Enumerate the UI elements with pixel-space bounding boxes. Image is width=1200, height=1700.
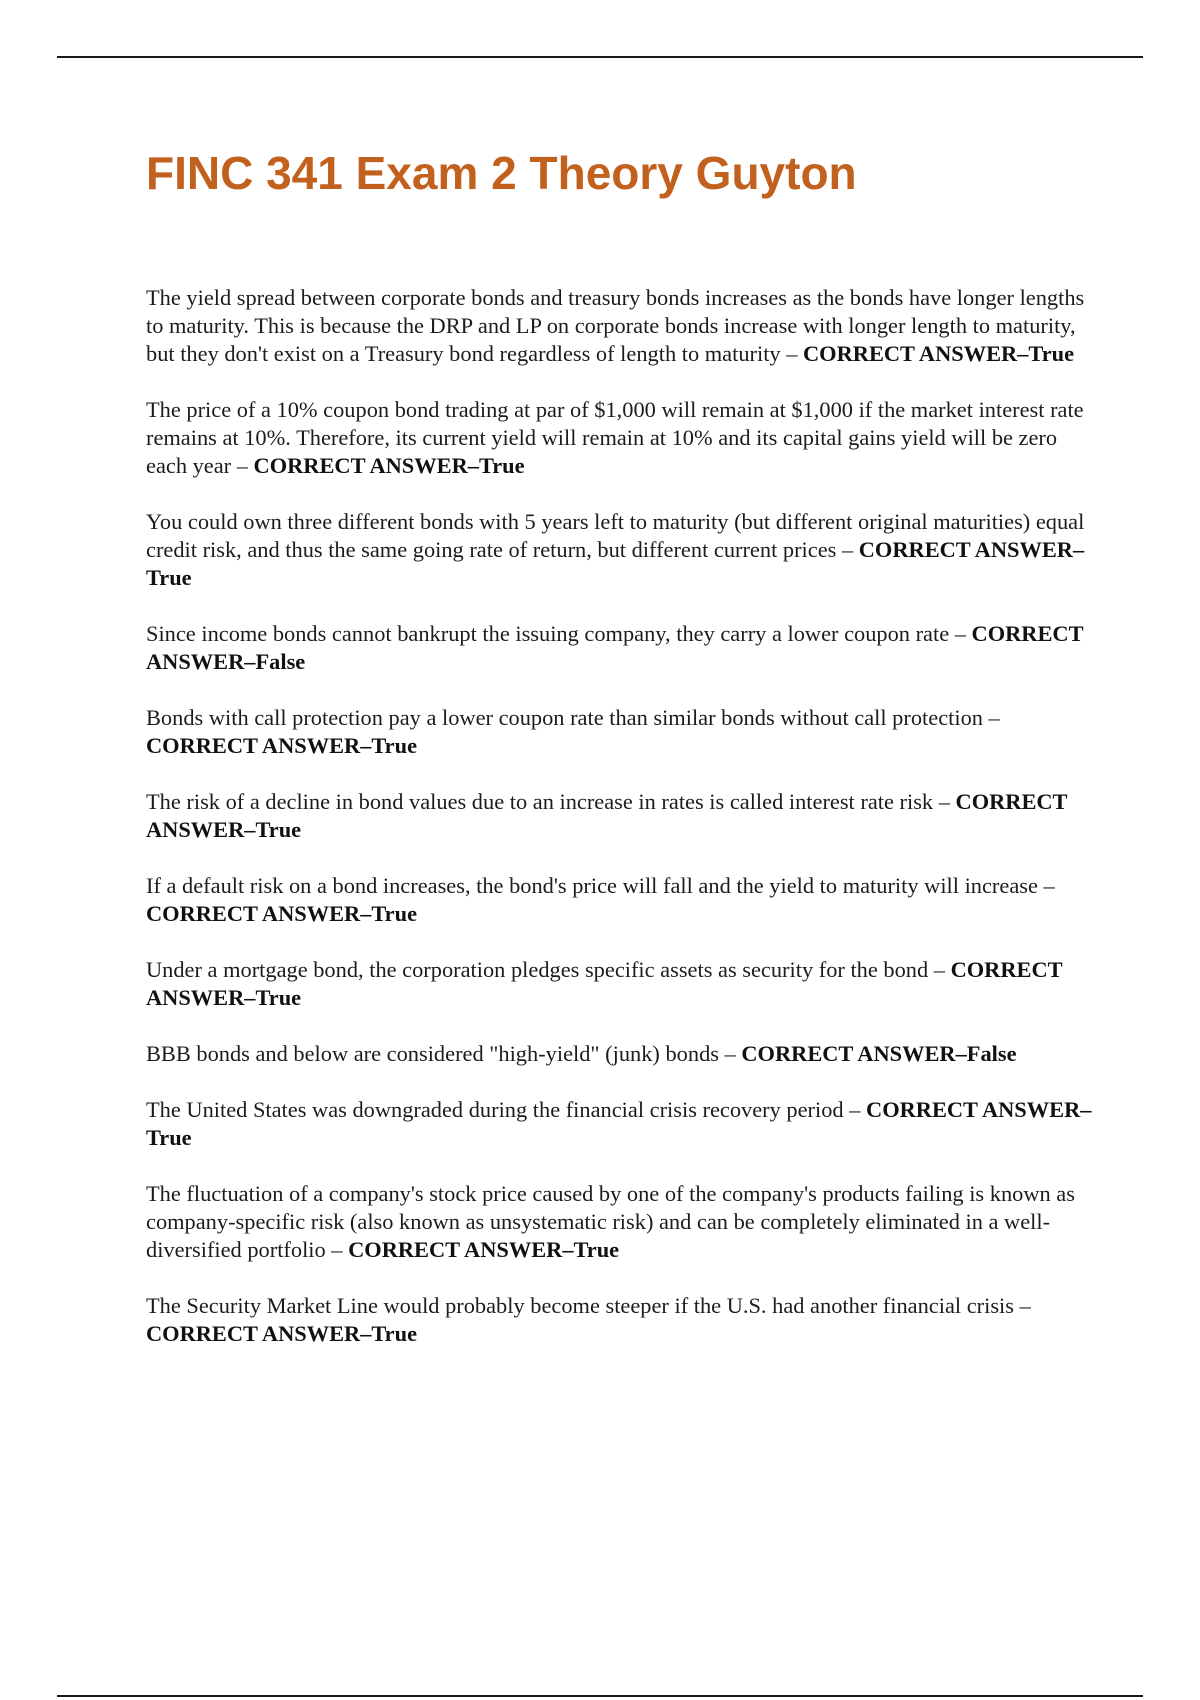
qa-item-10: [146, 1096, 1096, 1152]
question-text: If a default risk on a bond increases, the bond's price will fall and the yield to maturity will increase –: [146, 873, 1055, 898]
question-text: The price of a 10% coupon bond trading at par of $1,000 will remain at $1,000 if the market interest rate remains at 10%. Therefore, its current yield will remain at 10% and its capital gains yield will be zero each year –: [146, 397, 1084, 478]
qa-item-6: [146, 788, 1096, 844]
top-rule: [57, 56, 1143, 58]
qa-item-3: [146, 508, 1096, 592]
answer-text: CORRECT ANSWER–True: [146, 537, 1085, 590]
qa-item-8: [146, 956, 1096, 1012]
answer-text: CORRECT ANSWER–True: [146, 733, 418, 758]
qa-item-5: [146, 704, 1096, 760]
answer-text: CORRECT ANSWER–True: [146, 901, 418, 926]
qa-item-12: [146, 1292, 1096, 1348]
qa-item-7: [146, 872, 1096, 928]
question-text: Bonds with call protection pay a lower coupon rate than similar bonds without call protection –: [146, 705, 1000, 730]
qa-item-4: [146, 620, 1096, 676]
question-text: The risk of a decline in bond values due to an increase in rates is called interest rate risk –: [146, 789, 950, 814]
page-title: FINC 341 Exam 2 Theory Guyton: [146, 147, 857, 199]
question-text: The United States was downgraded during the financial crisis recovery period –: [146, 1097, 861, 1122]
answer-text: CORRECT ANSWER–True: [253, 453, 525, 478]
question-list: [146, 284, 1096, 1376]
question-text: Under a mortgage bond, the corporation pledges specific assets as security for the bond –: [146, 957, 945, 982]
question-text: The yield spread between corporate bonds and treasury bonds increases as the bonds have longer lengths to maturity. This is because the DRP and LP on corporate bonds increase with longer length to maturity, but they don't exist on a Treasury bond regardless of length to maturity –: [146, 285, 1085, 366]
question-text: The fluctuation of a company's stock price caused by one of the company's products failing is known as company-specific risk (also known as unsystematic risk) and can be completely eliminated in a well-diversified portfolio –: [146, 1181, 1075, 1262]
question-text: Since income bonds cannot bankrupt the issuing company, they carry a lower coupon rate –: [146, 621, 966, 646]
answer-text: CORRECT ANSWER–False: [741, 1041, 1017, 1066]
answer-text: CORRECT ANSWER–False: [146, 621, 1084, 674]
answer-text: CORRECT ANSWER–True: [146, 957, 1063, 1010]
answer-text: CORRECT ANSWER–True: [146, 789, 1068, 842]
answer-text: CORRECT ANSWER–True: [146, 1321, 418, 1346]
answer-text: CORRECT ANSWER–True: [146, 1097, 1092, 1150]
question-text: BBB bonds and below are considered "high-yield" (junk) bonds –: [146, 1041, 736, 1066]
question-text: The Security Market Line would probably become steeper if the U.S. had another financial crisis –: [146, 1293, 1031, 1318]
qa-item-9: [146, 1040, 1096, 1068]
qa-item-2: [146, 396, 1096, 480]
answer-text: CORRECT ANSWER–True: [348, 1237, 620, 1262]
answer-text: CORRECT ANSWER–True: [803, 341, 1075, 366]
question-text: You could own three different bonds with 5 years left to maturity (but different original maturities) equal credit risk, and thus the same going rate of return, but different current prices –: [146, 509, 1085, 562]
qa-item-11: [146, 1180, 1096, 1264]
bottom-rule: [57, 1695, 1143, 1697]
qa-item-1: [146, 284, 1096, 368]
